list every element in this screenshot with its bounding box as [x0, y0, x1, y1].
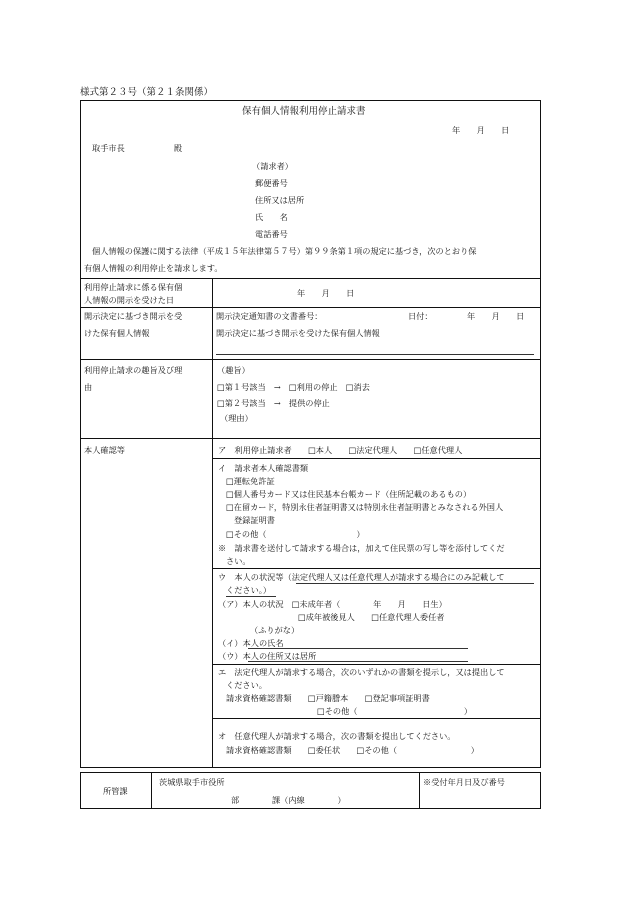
id-doc-other[interactable]: □その他（ ）: [226, 529, 365, 539]
request-date[interactable]: 年 月 日: [452, 125, 510, 135]
legal-rep-doc-options[interactable]: 請求資格確認書類 □戸籍謄本 □登記事項証明書: [226, 693, 430, 703]
intro-text-2: 有個人情報の利用停止を請求します。: [84, 263, 223, 273]
office-department: 部 課（内線 ）: [231, 795, 346, 805]
requester-heading: （請求者）: [252, 161, 293, 171]
name-label[interactable]: 氏 名: [255, 212, 288, 222]
phone-label[interactable]: 電話番号: [255, 229, 288, 239]
row2-label-1: 開示決定に基づき開示を受: [84, 311, 183, 321]
clause1-option[interactable]: □第１号該当 → □利用の停止 □消去: [217, 382, 370, 392]
row2-label-2: けた保有個人情報: [84, 328, 150, 338]
section-divider: [212, 718, 541, 719]
disclosed-info-label: 開示決定に基づき開示を受けた保有個人情報: [216, 328, 380, 338]
reason-heading: （理由）: [220, 413, 253, 423]
clause2-option[interactable]: □第２号該当 → 提供の停止: [217, 398, 330, 408]
furigana-label: （ふりがな）: [250, 625, 300, 635]
form-title: 保有個人情報利用停止請求書: [242, 106, 366, 117]
id-doc-residence-card[interactable]: □在留カード，特別永住者証明書又は特別永住者証明書とみなされる外国人: [226, 502, 504, 512]
intro-text-1: 個人情報の保護に関する法律（平成１５年法律第５７号）第９９条第１項の規定に基づき，次のとおり保: [92, 246, 477, 256]
id-doc-mynumber-card[interactable]: □個人番号カード又は住民基本台帳カード（住所記載のあるもの）: [226, 489, 472, 499]
section-divider: [212, 568, 541, 569]
row1-label-2: 人情報の開示を受けた日: [84, 295, 175, 305]
row-divider: [80, 307, 541, 308]
requester-type-options[interactable]: ア 利用停止請求者 □本人 □法定代理人 □任意代理人: [218, 445, 463, 455]
row3-label-2: 由: [84, 382, 93, 392]
principal-address-label: （ウ）本人の住所又は居所: [218, 651, 317, 661]
addressee: 取手市長 殿: [92, 143, 183, 153]
receipt-info: ※受付年月日及び番号: [423, 777, 505, 787]
address-label[interactable]: 住所又は居所: [255, 195, 305, 205]
purpose-heading: （趣旨）: [217, 365, 250, 375]
row-divider: [80, 359, 541, 360]
disclosure-date[interactable]: 年 月 日: [297, 288, 355, 298]
row-divider: [80, 278, 541, 279]
mail-note-1: ※ 請求書を送付して請求する場合は，加えて住民票の写し等を添付してくだ: [218, 543, 505, 553]
notice-date[interactable]: 年 月 日: [467, 311, 525, 321]
office-label: 所管課: [103, 786, 128, 796]
id-doc-drivers-license[interactable]: □運転免許証: [226, 476, 275, 486]
section-divider: [212, 458, 541, 459]
notice-date-label: 日付：: [408, 311, 433, 321]
principal-name-field[interactable]: [248, 648, 468, 649]
row-divider: [80, 438, 541, 439]
heading-underline: [296, 583, 534, 584]
row1-label-1: 利用停止請求に係る保有個: [84, 282, 183, 292]
id-doc-residence-card-cont: 登録証明書: [234, 515, 275, 525]
legal-rep-docs-1: エ 法定代理人が請求する場合，次のいずれかの書類を提示し，又は提出して: [218, 667, 505, 677]
row3-label-1: 利用停止請求の趣旨及び理: [84, 365, 183, 375]
legal-rep-docs-2: ください。: [226, 680, 267, 690]
id-docs-heading: イ 請求者本人確認書類: [218, 463, 309, 473]
legal-rep-doc-other[interactable]: □その他（ ）: [317, 706, 473, 716]
disclosed-info-field[interactable]: [216, 354, 534, 355]
column-divider: [151, 772, 152, 809]
identity-check-label: 本人確認等: [84, 445, 125, 455]
column-divider: [212, 278, 213, 768]
office-name: 茨城県取手市役所: [159, 777, 225, 787]
principal-name-label: （イ）本人の氏名: [218, 638, 284, 648]
principal-status-heading-2: ください。）: [226, 585, 272, 595]
mail-note-2: さい。: [226, 556, 251, 566]
principal-status-heading-1: ウ 本人の状況等（法定代理人又は任意代理人が請求する場合にのみ記載して: [218, 572, 505, 582]
heading-underline: [226, 596, 276, 597]
notice-doc-number[interactable]: 開示決定通知書の文書番号：: [216, 311, 323, 321]
postal-code-label[interactable]: 郵便番号: [255, 178, 288, 188]
principal-minor-option[interactable]: （ア）本人の状況 □未成年者（ 年 月 日生）: [218, 599, 447, 609]
column-divider: [419, 772, 420, 809]
principal-guardian-option[interactable]: □成年被後見人 □任意代理人委任者: [298, 612, 445, 622]
proxy-docs-1: オ 任意代理人が請求する場合，次の書類を提出してください。: [218, 731, 456, 741]
section-divider: [212, 664, 541, 665]
principal-address-field[interactable]: [248, 661, 468, 662]
proxy-doc-options[interactable]: 請求資格確認書類 □委任状 □その他（ ）: [226, 745, 479, 755]
form-number: 様式第２３号（第２１条関係）: [80, 87, 214, 98]
